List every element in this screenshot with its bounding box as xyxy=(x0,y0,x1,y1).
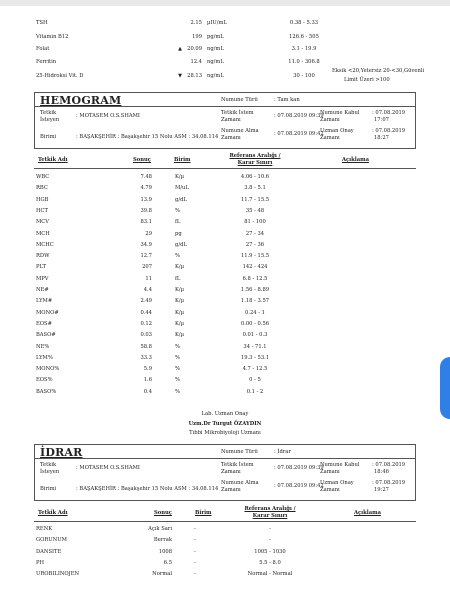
test-name: GORUNUM xyxy=(36,537,67,544)
col-header-birim: Birim xyxy=(195,510,212,516)
alma-value: : 07.08.2019 09:42 xyxy=(274,483,324,489)
test-name: 25-Hidroksi Vit. D xyxy=(36,73,84,79)
test-unit: % xyxy=(175,253,180,260)
table-row xyxy=(36,547,416,557)
test-value: 28.13 xyxy=(187,73,202,79)
onay-time: 18:27 xyxy=(374,135,389,141)
side-scroll-tab[interactable] xyxy=(440,357,450,419)
test-unit: ng/mL xyxy=(207,59,224,65)
test-value: 11 xyxy=(145,275,152,282)
test-value: 199 xyxy=(192,34,202,40)
kabul-label2: Zamanı xyxy=(320,469,340,475)
alma-label2: Zamanı xyxy=(221,135,241,141)
table-row xyxy=(36,274,416,284)
istem-label2: Zamanı xyxy=(221,469,241,475)
test-unit: - xyxy=(194,548,196,555)
test-range: 0.24 - 1 xyxy=(245,309,265,316)
col-header-sonuc: Sonuç xyxy=(133,157,151,163)
top-test-row xyxy=(36,68,425,83)
test-value: 0.44 xyxy=(140,309,152,316)
table-row xyxy=(36,229,416,239)
test-name: WBC xyxy=(36,174,50,180)
table-row xyxy=(36,387,416,397)
table-row xyxy=(36,353,416,363)
test-unit: g/dL xyxy=(175,241,187,248)
test-value: 29 xyxy=(145,230,152,237)
onay-label: Uzman Onay xyxy=(320,128,354,134)
test-name: RDW xyxy=(36,253,50,260)
numune-turu-value: : İdrar xyxy=(274,449,291,455)
test-value: 5.9 xyxy=(143,366,152,373)
numune-turu-value: : Tam kan xyxy=(274,97,300,103)
test-unit: % xyxy=(175,388,180,395)
test-unit: M/uL xyxy=(175,185,189,192)
test-range: 35 - 48 xyxy=(245,207,265,214)
test-name: Ferritin xyxy=(36,59,57,65)
table-row xyxy=(36,251,416,261)
test-value: 12.7 xyxy=(140,253,152,260)
test-range: 27 - 36 xyxy=(245,241,265,248)
tetkik-isteyen-label2: İsteyen xyxy=(40,117,60,123)
test-unit: K/µ xyxy=(175,320,184,327)
signature-line3: Tıbbi Mikrobiyoloji Uzmanı xyxy=(189,430,261,436)
test-value: 4.79 xyxy=(140,185,152,192)
alma-label: Numune Alma xyxy=(221,128,259,134)
table-row xyxy=(36,308,416,318)
test-unit: % xyxy=(175,366,180,373)
onay-date: : 07.08.2019 xyxy=(372,480,406,486)
divider xyxy=(34,168,416,169)
test-range: - xyxy=(269,537,271,544)
alma-label2: Zamanı xyxy=(221,487,241,493)
col-header-ref1: Referans Aralığı / xyxy=(229,153,281,159)
istem-value: : 07.08.2019 09:39 xyxy=(274,465,324,471)
test-name: MONO# xyxy=(36,309,59,316)
test-value: 58.8 xyxy=(140,343,152,350)
birimi-value: : BAŞAKŞEHİR : Başakşehir 15 Nolu ASM : 34.08.114 xyxy=(76,486,219,492)
idrar-title: İDRAR xyxy=(40,446,83,459)
test-unit: % xyxy=(175,354,180,361)
test-range: 1.56 - 8.89 xyxy=(240,287,270,293)
tetkik-isteyen-label2: İsteyen xyxy=(40,469,60,475)
test-name: EOS% xyxy=(36,377,53,384)
tetkik-isteyen-value: : MOTASEM O.S.SHAMI xyxy=(76,465,140,471)
divider xyxy=(34,458,416,459)
test-name: LYM# xyxy=(36,298,53,305)
test-range: 142 - 424 xyxy=(242,264,268,271)
tetkik-isteyen-label: Tetkik xyxy=(40,462,57,468)
test-value: 33.3 xyxy=(140,354,152,361)
col-header-tetkik-adi: Tetkik Adı xyxy=(38,157,68,163)
test-range: 0.1 - 2 xyxy=(246,388,264,395)
test-value: Açık Sarı xyxy=(148,526,172,532)
test-name: MONO% xyxy=(36,366,60,373)
test-range: 0 - 5 xyxy=(249,377,261,384)
test-unit: K/µ xyxy=(175,309,184,316)
signature-line1: Lab. Uzman Onay xyxy=(201,411,249,417)
test-unit: - xyxy=(194,526,196,532)
vitd-note-line2: Limit Üzeri >100 xyxy=(344,77,390,83)
test-name: MCHC xyxy=(36,241,54,248)
alma-value: : 07.08.2019 09:42 xyxy=(274,131,324,137)
test-unit: fL xyxy=(175,219,181,226)
tetkik-isteyen-value: : MOTASEM O.S.SHAMI xyxy=(76,113,140,119)
test-range: - xyxy=(269,526,271,532)
table-row xyxy=(36,319,416,329)
table-row xyxy=(36,296,416,306)
test-range: 1005 - 1030 xyxy=(254,548,286,555)
table-row xyxy=(36,262,416,272)
table-row xyxy=(36,217,416,227)
test-unit: fL xyxy=(175,275,181,282)
col-header-ref2: Karar Sınırı xyxy=(237,160,273,166)
kabul-label: Numune Kabul xyxy=(320,462,360,468)
test-unit: K/µ xyxy=(175,332,184,339)
col-header-tetkik-adi: Tetkik Adı xyxy=(38,510,68,516)
test-name: LYM% xyxy=(36,354,53,361)
test-name: PH xyxy=(36,559,45,566)
test-name: Folat xyxy=(36,46,50,52)
onay-date: : 07.08.2019 xyxy=(372,128,406,134)
flag-icon: ▼ xyxy=(178,73,182,79)
table-row xyxy=(36,172,416,182)
test-range: 1.18 - 3.57 xyxy=(240,298,270,305)
table-row xyxy=(36,183,416,193)
test-unit: % xyxy=(175,377,180,384)
tetkik-isteyen-label: Tetkik xyxy=(40,110,57,116)
test-value: 13.9 xyxy=(140,196,152,203)
test-name: NE% xyxy=(36,343,50,350)
table-row xyxy=(36,569,416,579)
col-header-aciklama: Açıklama xyxy=(354,510,381,516)
table-row xyxy=(36,195,416,205)
test-range: 4.7 - 12.5 xyxy=(242,366,268,373)
test-name: BASO# xyxy=(36,332,56,339)
test-value: Berrak xyxy=(153,537,172,544)
test-value: 207 xyxy=(142,264,152,271)
col-header-ref2: Karar Sınırı xyxy=(252,513,288,519)
test-name: HGB xyxy=(36,196,49,203)
kabul-time: 18:46 xyxy=(374,469,389,475)
istem-value: : 07.08.2019 09:39 xyxy=(274,113,324,119)
onay-time: 19:27 xyxy=(374,487,389,493)
test-range: 3.8 - 5.1 xyxy=(244,185,266,192)
test-name: HCT xyxy=(36,207,48,214)
top-bar xyxy=(0,0,450,6)
birimi-label: Birimi xyxy=(40,134,57,140)
test-value: 1008 xyxy=(158,548,172,555)
hemogram-title: HEMOGRAM xyxy=(40,94,122,107)
test-range: 81 - 100 xyxy=(244,219,266,226)
test-range: 0.01 - 0.3 xyxy=(242,332,268,339)
test-name: MPV xyxy=(36,275,49,282)
test-range: 5.5 - 8.0 xyxy=(259,559,281,566)
test-range: 19.3 - 53.1 xyxy=(240,354,270,361)
test-value: Normal xyxy=(152,571,172,578)
signature-line2: Uzm.Dr Turgut ÖZAYDIN xyxy=(188,421,262,427)
test-unit: - xyxy=(194,559,196,566)
test-range: 30 - 100 xyxy=(293,73,315,79)
test-range: 11.0 - 306.8 xyxy=(288,59,320,65)
vitd-note-line1: Eksik <20,Yetersiz 20-<30,Güvenli xyxy=(332,68,425,74)
divider xyxy=(34,106,416,107)
table-row xyxy=(36,535,416,545)
col-header-ref1: Referans Aralığı / xyxy=(244,506,296,512)
test-name: RENK xyxy=(36,526,53,532)
test-name: DANSITE xyxy=(36,548,62,555)
table-row xyxy=(36,558,416,568)
table-row xyxy=(36,240,416,250)
col-header-sonuc: Sonuç xyxy=(154,510,172,516)
numune-turu-label: Numune Türü xyxy=(221,449,258,455)
test-unit: % xyxy=(175,207,180,214)
test-range: 11.9 - 15.5 xyxy=(240,253,270,260)
test-range: 126.6 - 505 xyxy=(289,34,319,40)
top-test-row xyxy=(36,18,416,28)
table-row xyxy=(36,330,416,340)
kabul-time: 17:07 xyxy=(374,117,389,123)
test-range: 4.06 - 10.6 xyxy=(240,174,270,180)
test-value: 1.6 xyxy=(143,377,152,384)
test-unit: pg xyxy=(175,230,182,237)
kabul-date: : 07.08.2019 xyxy=(372,110,406,116)
test-name: TSH xyxy=(36,20,48,26)
test-unit: ng/mL xyxy=(207,73,224,79)
test-value: 12.4 xyxy=(190,59,202,65)
test-name: Vitamin B12 xyxy=(36,34,69,40)
divider xyxy=(34,521,416,522)
kabul-label: Numune Kabul xyxy=(320,110,360,116)
test-name: MCH xyxy=(36,230,50,237)
test-range: 34 - 71.1 xyxy=(243,343,267,350)
test-unit: K/µ xyxy=(175,287,184,293)
test-unit: µIU/mL xyxy=(207,20,227,26)
istem-label: Tetkik İstem xyxy=(221,462,254,468)
col-header-aciklama: Açıklama xyxy=(342,157,369,163)
alma-label: Numune Alma xyxy=(221,480,259,486)
kabul-date: : 07.08.2019 xyxy=(372,462,406,468)
istem-label2: Zamanı xyxy=(221,117,241,123)
test-range: Normal - Normal xyxy=(247,571,293,578)
top-test-row xyxy=(36,32,416,42)
test-range: 3.1 - 19.9 xyxy=(291,46,317,52)
test-value: 2.15 xyxy=(190,20,202,26)
test-unit: - xyxy=(194,537,196,544)
test-value: 0.4 xyxy=(143,388,152,395)
onay-label2: Zamanı xyxy=(320,135,340,141)
test-unit: - xyxy=(194,571,196,578)
test-name: EOS# xyxy=(36,320,52,327)
birimi-value: : BAŞAKŞEHİR : Başakşehir 15 Nolu ASM : 34.08.114 xyxy=(76,134,219,140)
test-value: 6.5 xyxy=(163,559,172,566)
flag-icon: ▲ xyxy=(178,46,182,52)
test-name: PLT xyxy=(36,264,46,271)
test-name: MCV xyxy=(36,219,50,226)
test-value: 0.12 xyxy=(140,320,152,327)
numune-turu-label: Numune Türü xyxy=(221,97,258,103)
birimi-label: Birimi xyxy=(40,486,57,492)
onay-label2: Zamanı xyxy=(320,487,340,493)
test-value: 2.49 xyxy=(140,298,152,305)
table-row xyxy=(36,364,416,374)
test-name: UROBILINOJEN xyxy=(36,571,80,578)
test-unit: pg/mL xyxy=(207,34,224,40)
test-name: NE# xyxy=(36,287,49,293)
test-value: 34.9 xyxy=(140,241,152,248)
top-test-row xyxy=(36,44,416,54)
test-name: BASO% xyxy=(36,388,57,395)
istem-label: Tetkik İstem xyxy=(221,110,254,116)
table-row xyxy=(36,206,416,216)
col-header-birim: Birim xyxy=(174,157,191,163)
test-value: 20.09 xyxy=(187,46,202,52)
test-value: 39.8 xyxy=(140,207,152,214)
table-row xyxy=(36,524,416,534)
table-row xyxy=(36,285,416,295)
test-range: 6.8 - 12.5 xyxy=(242,275,268,282)
test-unit: ng/mL xyxy=(207,46,224,52)
test-range: 11.7 - 15.5 xyxy=(240,196,270,203)
test-value: 0.03 xyxy=(140,332,152,339)
table-row xyxy=(36,342,416,352)
table-row xyxy=(36,375,416,385)
test-unit: g/dL xyxy=(175,196,187,203)
test-range: 0.38 - 5.33 xyxy=(289,20,319,26)
test-unit: K/µ xyxy=(175,264,184,271)
test-value: 7.48 xyxy=(140,174,152,180)
test-range: 0.00 - 0.56 xyxy=(240,320,270,327)
test-name: RBC xyxy=(36,185,48,192)
test-unit: K/µ xyxy=(175,298,184,305)
onay-label: Uzman Onay xyxy=(320,480,354,486)
test-value: 4.4 xyxy=(143,287,152,293)
test-range: 27 - 34 xyxy=(245,230,265,237)
test-unit: K/µ xyxy=(175,174,184,180)
test-unit: % xyxy=(175,343,180,350)
kabul-label2: Zamanı xyxy=(320,117,340,123)
test-value: 83.1 xyxy=(140,219,152,226)
